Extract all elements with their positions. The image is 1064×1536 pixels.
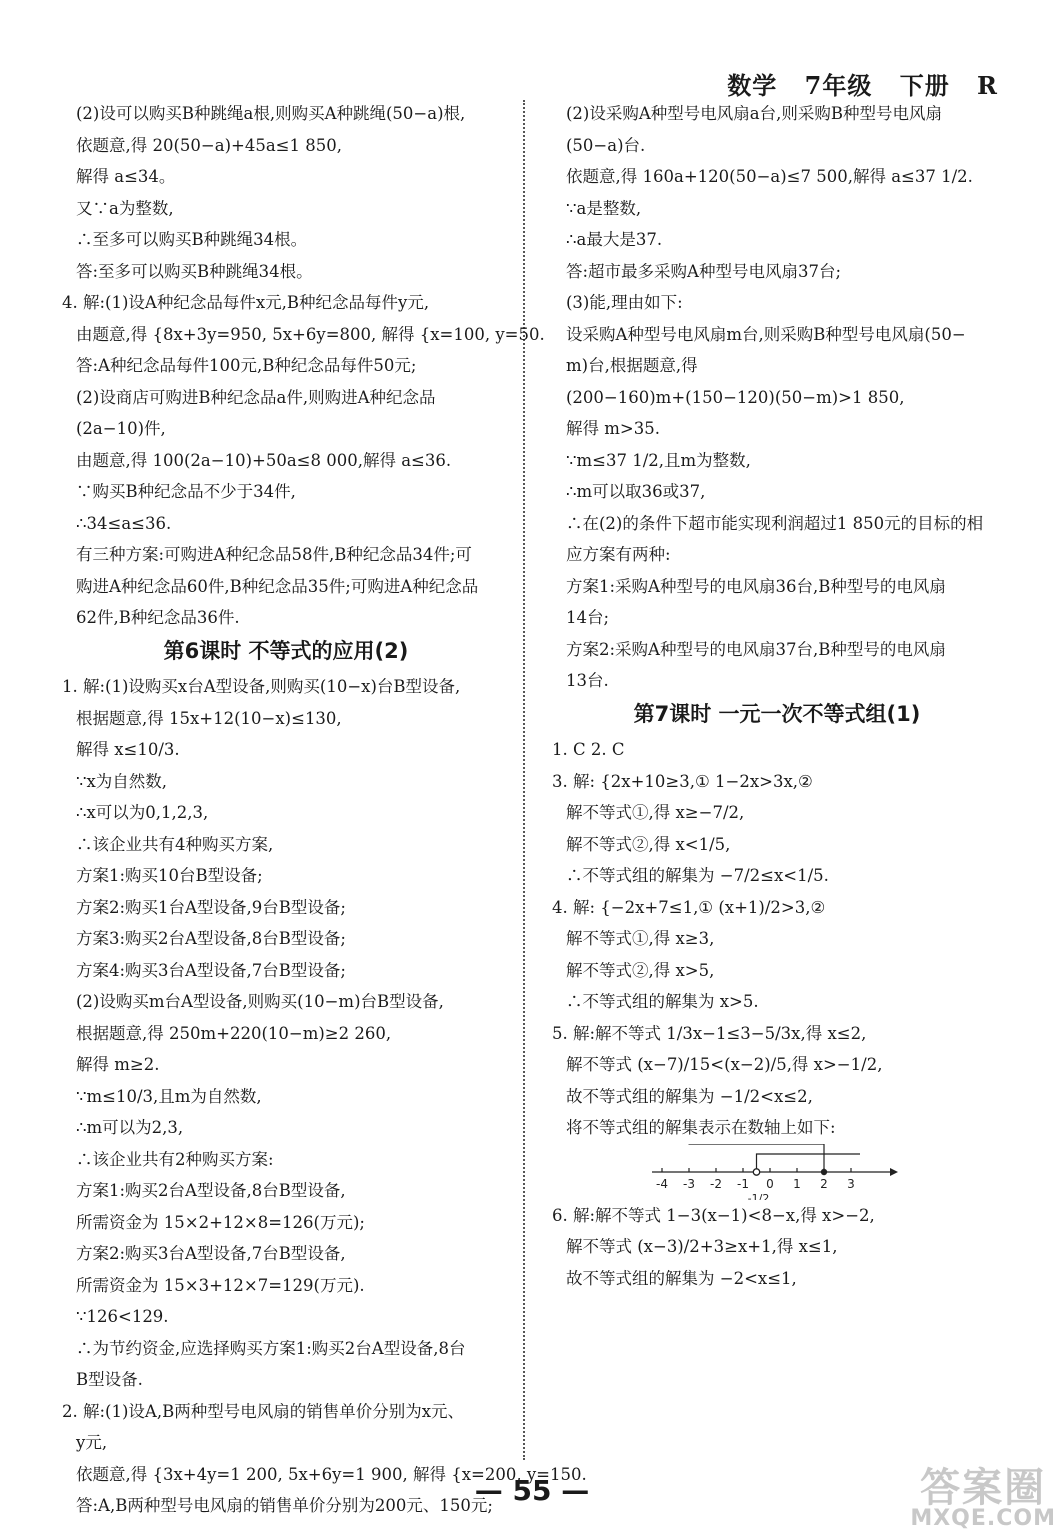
answer-line: 解得 x≤10/3. (76, 740, 180, 759)
tick-label: -1 (737, 1176, 749, 1191)
page-header: 数学 7年级 下册 R (727, 71, 998, 100)
tick-label: -3 (683, 1176, 695, 1191)
answer-line: 应方案有两种: (566, 545, 671, 564)
answer-line: ∵126<129. (76, 1307, 169, 1326)
answer-line: 解得 m>35. (566, 419, 660, 438)
answer-line: (2)设商店可购进B种纪念品a件,则购进A种纪念品 (76, 387, 436, 407)
answer-line: ∴该企业共有2种购买方案: (76, 1149, 274, 1169)
answer-line: 1. C 2. C (552, 740, 625, 759)
answer-line: 答:A种纪念品每件100元,B种纪念品每件50元; (76, 356, 417, 375)
answer-line: ∴a最大是37. (566, 230, 663, 249)
answer-line: (50−a)台. (566, 135, 646, 155)
answer-line: ∵x为自然数, (76, 771, 168, 791)
answer-line: 4. 解:(1)设A种纪念品每件x元,B种纪念品每件y元, (62, 293, 430, 312)
answer-line: (2)设可以购买B种跳绳a根,则购买A种跳绳(50−a)根, (76, 104, 466, 123)
answer-line: 根据题意,得 15x+12(10−x)≤130, (76, 708, 342, 728)
column-divider (523, 100, 525, 1460)
answer-line: ∴34≤a≤36. (76, 513, 172, 533)
answer-line: ∴为节约资金,应选择购买方案1:购买2台A型设备,8台 (76, 1338, 466, 1358)
answer-line: 62件,B种纪念品36件. (76, 608, 240, 627)
watermark (910, 1465, 1056, 1531)
answer-line: (3)能,理由如下: (566, 293, 683, 312)
answer-line: ∴在(2)的条件下超市能实现利润超过1 850元的目标的相 (566, 513, 984, 533)
right-answers-part-2 (552, 734, 1002, 1144)
tick-label: 1 (793, 1176, 801, 1191)
answer-line: 依题意,得 160a+120(50−a)≤7 500,解得 a≤37 1/2. (566, 167, 973, 186)
answer-line: 根据题意,得 250m+220(10−m)≥2 260, (76, 1023, 392, 1043)
answer-line: 方案1:采购A种型号的电风扇36台,B种型号的电风扇 (566, 576, 946, 596)
answer-line: 所需资金为 15×2+12×8=126(万元); (76, 1212, 365, 1232)
section-6-title: 第6课时 不等式的应用(2) (163, 638, 409, 663)
answer-line: ∴至多可以购买B种跳绳34根。 (76, 230, 308, 249)
answer-line: 方案1:购买10台B型设备; (76, 866, 263, 885)
answer-line: 14台; (566, 608, 610, 627)
tick-label: 3 (847, 1176, 855, 1191)
answer-line: 方案2:购买3台A型设备,7台B型设备, (76, 1244, 346, 1263)
page-number: — 55 — (474, 1474, 590, 1507)
section-7-title: 第7课时 一元一次不等式组(1) (633, 701, 921, 726)
answer-line: (2a−10)件, (76, 419, 166, 438)
answer-line: ∴不等式组的解集为 x>5. (566, 992, 759, 1011)
answer-line: ∴m可以为2,3, (76, 1118, 184, 1137)
number-line-svg (650, 1144, 950, 1200)
answer-line: ∴该企业共有4种购买方案, (76, 834, 274, 854)
answer-line: 解不等式①,得 x≥3, (566, 929, 715, 948)
answer-line: 将不等式组的解集表示在数轴上如下: (566, 1118, 836, 1137)
answer-line: 方案2:购买1台A型设备,9台B型设备; (76, 897, 346, 917)
answer-line: 方案3:购买2台A型设备,8台B型设备; (76, 929, 346, 948)
answer-line: 由题意,得 {8x+3y=950, 5x+6y=800, 解得 {x=100, y=50. (76, 324, 545, 344)
answer-line: 方案1:购买2台A型设备,8台B型设备, (76, 1181, 346, 1200)
answer-line: 1. 解:(1)设购买x台A型设备,则购买(10−x)台B型设备, (62, 677, 461, 696)
answer-line: ∵m≤37 1/2,且m为整数, (566, 450, 751, 470)
number-line (552, 1144, 1002, 1200)
answer-line: y元, (76, 1433, 108, 1452)
answer-line: 解不等式②,得 x>5, (566, 960, 715, 980)
answer-line: ∴x可以为0,1,2,3, (76, 803, 209, 822)
answer-line: ∴不等式组的解集为 −7/2≤x<1/5. (566, 866, 829, 885)
answer-line: 13台. (566, 671, 609, 690)
open-point (753, 1168, 759, 1174)
answer-line: 解得 a≤34。 (76, 167, 176, 186)
answer-line: 答:超市最多采购A种型号电风扇37台; (566, 261, 842, 281)
answer-line: 4. 解: {−2x+7≤1,① (x+1)/2>3,② (552, 897, 826, 917)
answer-line: 由题意,得 100(2a−10)+50a≤8 000,解得 a≤36. (76, 450, 452, 470)
answer-line: 故不等式组的解集为 −1/2<x≤2, (566, 1086, 813, 1106)
answer-line: ∵a是整数, (566, 198, 642, 218)
answer-line: 解不等式①,得 x≥−7/2, (566, 803, 745, 822)
tick-label: 2 (820, 1176, 828, 1191)
right-answers-part-1 (552, 98, 1002, 697)
answer-line: 解不等式②,得 x<1/5, (566, 834, 731, 854)
answer-line: ∴m可以取36或37, (566, 482, 706, 501)
answer-line: 依题意,得 20(50−a)+45a≤1 850, (76, 135, 342, 155)
answer-line: 5. 解:解不等式 1/3x−1≤3−5/3x,得 x≤2, (552, 1023, 867, 1043)
answer-line: 故不等式组的解集为 −2<x≤1, (566, 1268, 797, 1288)
answer-line: (2)设采购A种型号电风扇a台,则采购B种型号电风扇 (566, 104, 942, 123)
answer-line: 设采购A种型号电风扇m台,则采购B种型号电风扇(50− (566, 324, 966, 344)
answer-line: 答:A,B两种型号电风扇的销售单价分别为200元、150元; (76, 1496, 493, 1515)
closed-point (821, 1168, 827, 1174)
marker-label: -1/2 (747, 1191, 770, 1200)
answer-line: 2. 解:(1)设A,B两种型号电风扇的销售单价分别为x元、 (62, 1401, 465, 1421)
answer-line: 解得 m≥2. (76, 1055, 160, 1074)
answer-line: ∵m≤10/3,且m为自然数, (76, 1086, 262, 1106)
answer-line: (2)设购买m台A型设备,则购买(10−m)台B型设备, (76, 992, 444, 1011)
left-answers-part-1 (62, 98, 545, 634)
region-bracket-left (757, 1154, 861, 1172)
right-answers-part-3 (552, 1200, 1002, 1295)
answer-line: 又∵a为整数, (76, 198, 174, 218)
tick-label: -2 (710, 1176, 722, 1191)
answer-line: 购进A种纪念品60件,B种纪念品35件;可购进A种纪念品 (76, 576, 479, 596)
axis-arrow (890, 1168, 898, 1176)
answer-line: 3. 解: {2x+10≥3,① 1−2x>3x,② (552, 771, 813, 791)
answer-line: m)台,根据题意,得 (566, 356, 698, 375)
answer-line: 6. 解:解不等式 1−3(x−1)<8−x,得 x>−2, (552, 1205, 875, 1225)
answer-line: 依题意,得 {3x+4y=1 200, 5x+6y=1 900, 解得 {x=200, y=150. (76, 1464, 587, 1484)
answer-line: 解不等式 (x−3)/2+3≥x+1,得 x≤1, (566, 1237, 838, 1256)
right-column (552, 98, 1002, 1294)
answer-line: 有三种方案:可购进A种纪念品58件,B种纪念品34件;可 (76, 545, 472, 564)
answer-line: 解不等式 (x−7)/15<(x−2)/5,得 x>−1/2, (566, 1055, 883, 1074)
answer-line: 方案2:采购A种型号的电风扇37台,B种型号的电风扇 (566, 639, 946, 659)
answer-line: (200−160)m+(150−120)(50−m)>1 850, (566, 387, 905, 407)
tick-label: 0 (766, 1176, 774, 1191)
answer-line: ∵购买B种纪念品不少于34件, (76, 482, 296, 501)
answer-line: 答:至多可以购买B种跳绳34根。 (76, 261, 313, 281)
watermark-logo-text: 答案圈 (920, 1465, 1047, 1511)
answer-line: 所需资金为 15×3+12×7=129(万元). (76, 1275, 365, 1295)
watermark-url: MXQE.COM (910, 1506, 1056, 1531)
answer-line: B型设备. (76, 1370, 143, 1389)
tick-label: -4 (656, 1176, 668, 1191)
answer-line: 方案4:购买3台A型设备,7台B型设备; (76, 960, 346, 980)
